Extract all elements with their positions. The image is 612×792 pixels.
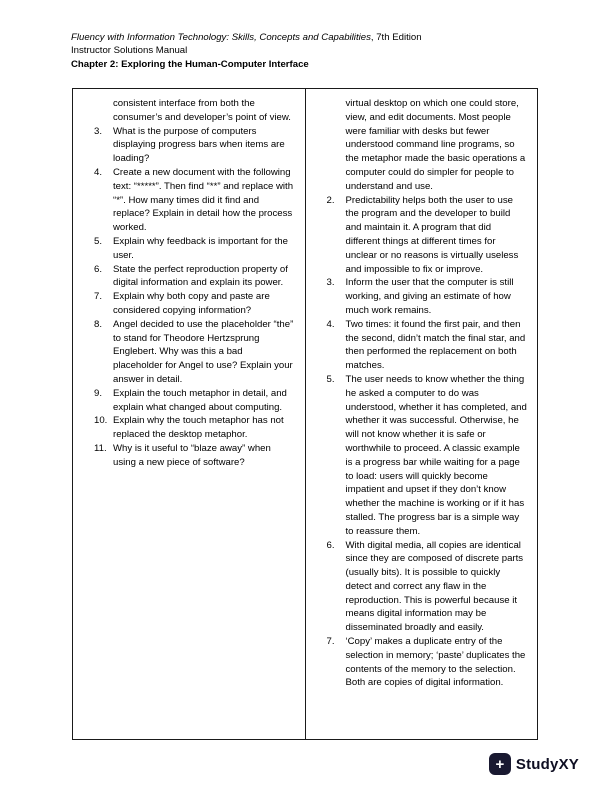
- document-header: [71, 31, 422, 71]
- logo-text: [516, 756, 579, 773]
- item-text: Explain the touch metaphor in detail, and explain what changed about computing.: [113, 387, 287, 413]
- item-text: Angel decided to use the placeholder “the” to stand for Theodore Hertzsprung Englebert. Why was this a bad placeholder for Angel to use? Explain your answer in detail.: [113, 318, 294, 385]
- item-text: State the perfect reproduction property of digital information and explain its power.: [113, 263, 288, 289]
- item-number: 6.: [94, 263, 103, 275]
- logo-study-text: Study: [515, 755, 559, 773]
- book-title: Fluency with Information Technology: Skills, Concepts and Capabilities: [71, 32, 371, 43]
- item-number: 3.: [326, 277, 335, 289]
- questions-continuation-paragraph: consistent interface from both the consumer’s and developer’s point of view.: [113, 98, 291, 123]
- item-number: 6.: [326, 539, 335, 551]
- list-item: [327, 539, 528, 636]
- questions-list: [94, 125, 295, 470]
- item-text: Two times: it found the first pair, and then the second, didn’t match the final star, and then performed the replacement on both matches.: [345, 318, 526, 372]
- item-number: 4.: [326, 318, 335, 330]
- chapter-heading: Chapter 2: Exploring the Human-Computer Interface: [71, 58, 309, 70]
- item-number: 2.: [326, 194, 335, 206]
- manual-subtitle: Instructor Solutions Manual: [71, 45, 188, 57]
- list-item: [327, 276, 528, 317]
- item-text: Inform the user that the computer is still working, and giving an estimate of how much work remains.: [345, 277, 514, 316]
- studyxy-logo: [489, 753, 579, 775]
- item-text: Create a new document with the following text: “*****”. Then find “**” and replace with “*”. How many times did it find and replace? Explain in detail how the process worked.: [113, 166, 294, 234]
- list-item: [94, 166, 295, 235]
- item-text: Explain why the touch metaphor has not replaced the desktop metaphor.: [113, 415, 284, 441]
- list-item: [327, 194, 528, 277]
- footer: [489, 753, 579, 775]
- list-item: [94, 387, 295, 415]
- item-number: 8.: [94, 318, 103, 330]
- list-item: [94, 290, 295, 318]
- list-item: [94, 125, 295, 166]
- item-text: What is the purpose of computers displaying progress bars when items are loading?: [113, 125, 285, 165]
- item-text: The user needs to know whether the thing he asked a computer to do was understood, whether it has completed, and whether it was successful. Otherwise, he will not know whether it is safe or worthwhile to proceed. A classic example is a progress bar while waiting for a page to load: users will quickly become impatient and upset if they don’t know whether the machine is working or if it has stalled. The progress bar is a simple way to reassure them.: [345, 373, 527, 537]
- item-text: Predictability helps both the user to use the program and the developer to build and maintain it. A program that did different things at different times for unclear or no reasons is virtually useless and impossible to fix or improve.: [345, 194, 519, 275]
- plus-icon: +: [489, 753, 511, 775]
- book-title-line: [71, 31, 422, 44]
- item-text: Explain why both copy and paste are considered copying information?: [113, 291, 270, 316]
- item-number: 7.: [326, 636, 335, 648]
- list-item: [94, 235, 295, 263]
- item-text: Explain why feedback is important for the user.: [113, 235, 288, 261]
- content-box: [72, 88, 538, 740]
- item-number: 7.: [94, 291, 103, 303]
- answers-continuation-paragraph: virtual desktop on which one could store, view, and edit documents. Most people were familiar with desks but fewer understood command line programs, so the metaphor made the basic operations a computer could do simpler for people to understand and use.: [345, 98, 526, 192]
- logo-xy-text: XY: [558, 755, 579, 773]
- list-item: [327, 635, 528, 690]
- list-item: [94, 263, 295, 291]
- item-number: 3.: [94, 125, 103, 137]
- item-number: 9.: [94, 387, 103, 399]
- item-number: 11.: [94, 442, 107, 454]
- list-item: [94, 318, 295, 387]
- item-text: With digital media, all copies are identical since they are composed of discrete parts (usually bits). It is possible to quickly detect and correct any flaw in the reproduction. This is powerful because it means digital information may be disseminated broadly and easily.: [345, 539, 524, 634]
- list-item: [94, 442, 295, 470]
- item-number: 10.: [94, 415, 108, 427]
- questions-column: [73, 89, 305, 739]
- answers-list: [327, 194, 528, 691]
- item-text: Why is it useful to “blaze away” when using a new piece of software?: [113, 442, 271, 468]
- answers-column: [306, 89, 538, 739]
- list-item: [327, 318, 528, 373]
- list-item: [94, 414, 295, 442]
- book-edition: , 7th Edition: [370, 32, 422, 43]
- list-item: [327, 373, 528, 539]
- item-number: 5.: [94, 235, 103, 247]
- item-number: 4.: [94, 166, 103, 178]
- item-text: ‘Copy’ makes a duplicate entry of the selection in memory; ‘paste’ duplicates the contents of the memory to the selection. Both are copies of digital information.: [345, 636, 526, 689]
- item-number: 5.: [326, 373, 335, 385]
